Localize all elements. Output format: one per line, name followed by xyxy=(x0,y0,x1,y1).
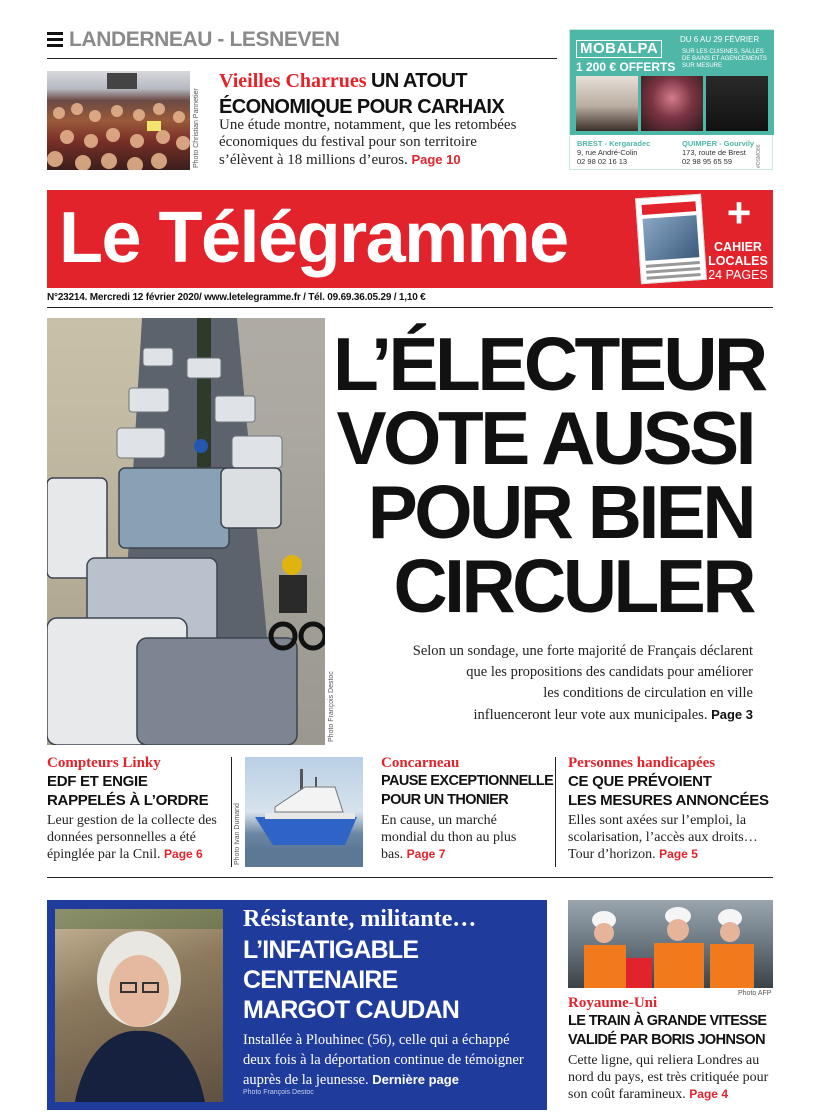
teaser-headline-1: UN ATOUT xyxy=(371,70,467,92)
teaser-kicker: Vieilles Charrues xyxy=(219,70,367,92)
story-linky-body: Leur gestion de la collecte des données personnelles a été épinglée par la Cnil. xyxy=(47,813,217,862)
story-concarneau-kicker: Concarneau xyxy=(381,755,460,771)
story-handicap[interactable] xyxy=(568,755,773,863)
lead-headline-line-3: POUR BIEN xyxy=(367,470,753,554)
ad-brand: MOBALPA xyxy=(576,40,662,58)
issue-rule xyxy=(47,307,773,308)
column-divider-2 xyxy=(555,757,556,867)
story-concarneau-page-ref[interactable]: Page 7 xyxy=(406,847,446,861)
story-linky-page-ref[interactable]: Page 6 xyxy=(164,847,203,861)
story-linky-kicker: Compteurs Linky xyxy=(47,755,161,771)
lead-body-line-2: que les propositions des candidats pour améliorer xyxy=(466,664,753,680)
uk-photo-credit: Photo AFP xyxy=(738,990,772,997)
lead-headline-line-4: CIRCULER xyxy=(393,544,753,628)
ad-store1-addr: 9, rue André-Colin xyxy=(577,148,638,157)
teaser-photo-credit: Photo Christian Pannetier xyxy=(193,88,200,168)
ad-store1-name: BREST - Kergaradec xyxy=(577,139,651,148)
story-handicap-headline-1: CE QUE PRÉVOIENT xyxy=(568,773,712,790)
teaser-body: Une étude montre, notamment, que les retombées économiques du festival pour son territoire s’élèvent à 18 millions d’euros. xyxy=(219,117,517,168)
story-handicap-headline-2: LES MESURES ANNONCÉES xyxy=(568,792,769,809)
story-handicap-kicker: Personnes handicapées xyxy=(568,755,716,771)
story-concarneau-headline-1: PAUSE EXCEPTIONNELLE xyxy=(381,773,554,789)
lead-body xyxy=(333,641,753,726)
story-handicap-page-ref[interactable]: Page 5 xyxy=(659,847,698,861)
lead-photo-credit: Photo François Destoc xyxy=(328,671,335,742)
mobalpa-ad[interactable] xyxy=(569,29,773,170)
ad-dates: DU 6 AU 29 FÉVRIER xyxy=(680,35,760,44)
uk-kicker: Royaume-Uni xyxy=(568,995,658,1011)
teaser-body-block xyxy=(219,117,529,169)
lead-body-line-1: Selon un sondage, une forte majorité de Français déclarent xyxy=(412,643,753,659)
lead-headline-line-1: L’ÉLECTEUR xyxy=(333,322,765,406)
story-linky-headline-2: RAPPELÉS À L’ORDRE xyxy=(47,792,209,809)
supplement-line2: LOCALES xyxy=(708,254,768,268)
ad-store1-tel: 02 98 02 16 13 xyxy=(577,157,628,166)
uk-body: Cette ligne, qui reliera Londres au nord du pays, est très critiquée pour son coût faramineux. xyxy=(568,1053,769,1102)
lead-page-ref[interactable]: Page 3 xyxy=(711,707,753,722)
feature-headline-2: CENTENAIRE xyxy=(243,966,398,994)
feature-photo-credit: Photo François Destoc xyxy=(243,1089,314,1096)
supplement-line1: CAHIER xyxy=(714,240,762,254)
issue-line: N°23214. Mercredi 12 février 2020/ www.letelegramme.fr / Tél. 09.69.36.05.29 / 1,10 € xyxy=(47,292,426,303)
lead-body-line-3: les conditions de circulation en ville xyxy=(543,685,753,701)
story-uk[interactable] xyxy=(568,995,778,1103)
edition-name: LANDERNEAU - LESNEVEN xyxy=(69,28,340,51)
column-divider-1 xyxy=(231,757,232,867)
tuna-boat-photo xyxy=(245,757,363,867)
story-linky[interactable] xyxy=(47,755,227,863)
supplement-cover-image xyxy=(635,194,707,284)
ad-store2-tel: 02 98 95 65 59 xyxy=(682,157,733,166)
masthead-title: Le Télégramme xyxy=(59,198,568,278)
teaser-page-ref[interactable]: Page 10 xyxy=(411,152,461,167)
feature-kicker: Résistante, militante… xyxy=(243,906,477,932)
festival-crowd-photo xyxy=(47,71,190,170)
row-rule xyxy=(47,877,773,878)
masthead[interactable] xyxy=(47,190,773,288)
teaser-title[interactable] xyxy=(219,69,559,119)
story-concarneau[interactable] xyxy=(381,755,554,863)
feature-headline-3: MARGOT CAUDAN xyxy=(243,996,459,1024)
tuna-photo-credit: Photo Ivan Dumand xyxy=(234,803,241,865)
edition-rule xyxy=(47,58,557,59)
ad-bathroom-photo xyxy=(641,76,703,131)
margot-portrait-photo xyxy=(55,909,223,1102)
lead-headline[interactable] xyxy=(333,322,765,628)
story-linky-headline-1: EDF ET ENGIE xyxy=(47,773,148,790)
supplement-pages: 24 PAGES xyxy=(708,268,768,282)
feature-headline-1: L’INFATIGABLE xyxy=(243,936,419,964)
menu-icon xyxy=(47,32,63,48)
supplement-plus: + xyxy=(726,189,752,236)
feature-block[interactable] xyxy=(47,900,547,1110)
ad-store2-name: QUIMPER - Gourvily xyxy=(682,139,755,148)
story-concarneau-headline-2: POUR UN THONIER xyxy=(381,792,509,808)
traffic-photo[interactable] xyxy=(47,318,325,745)
lead-body-line-4: influenceront leur vote aux municipales. xyxy=(473,707,708,723)
uk-page-ref[interactable]: Page 4 xyxy=(689,1087,728,1101)
ad-kitchen-photo xyxy=(576,76,638,131)
uk-headline-2: VALIDÉ PAR BORIS JOHNSON xyxy=(568,1032,765,1048)
edition-bar xyxy=(47,29,557,59)
ad-room-photo xyxy=(706,76,768,131)
teaser-headline-2: ÉCONOMIQUE POUR CARHAIX xyxy=(219,96,505,118)
ad-code: #OSMO86 xyxy=(756,144,762,168)
uk-headline-1: LE TRAIN À GRANDE VITESSE xyxy=(568,1013,767,1029)
lead-headline-line-2: VOTE AUSSI xyxy=(336,396,753,480)
story-handicap-body: Elles sont axées sur l’emploi, la scolarisation, l’accès aux droits… Tour d’horizon. xyxy=(568,813,758,862)
ad-offer: 1 200 € OFFERTS xyxy=(576,60,676,74)
ad-desc: SUR LES CUISINES, SALLES DE BAINS ET AGENCEMENTS SUR MESURE xyxy=(682,49,767,69)
ad-store2-addr: 173, route de Brest xyxy=(682,148,746,157)
boris-johnson-photo xyxy=(568,900,773,988)
story-concarneau-body: En cause, un marché mondial du thon au plus bas. xyxy=(381,813,517,862)
feature-body: Installée à Plouhinec (56), celle qui a échappé deux fois à la déportation continue de témoigner auprès de la jeunesse. xyxy=(243,1032,524,1088)
feature-page-ref[interactable]: Dernière page xyxy=(372,1072,459,1087)
